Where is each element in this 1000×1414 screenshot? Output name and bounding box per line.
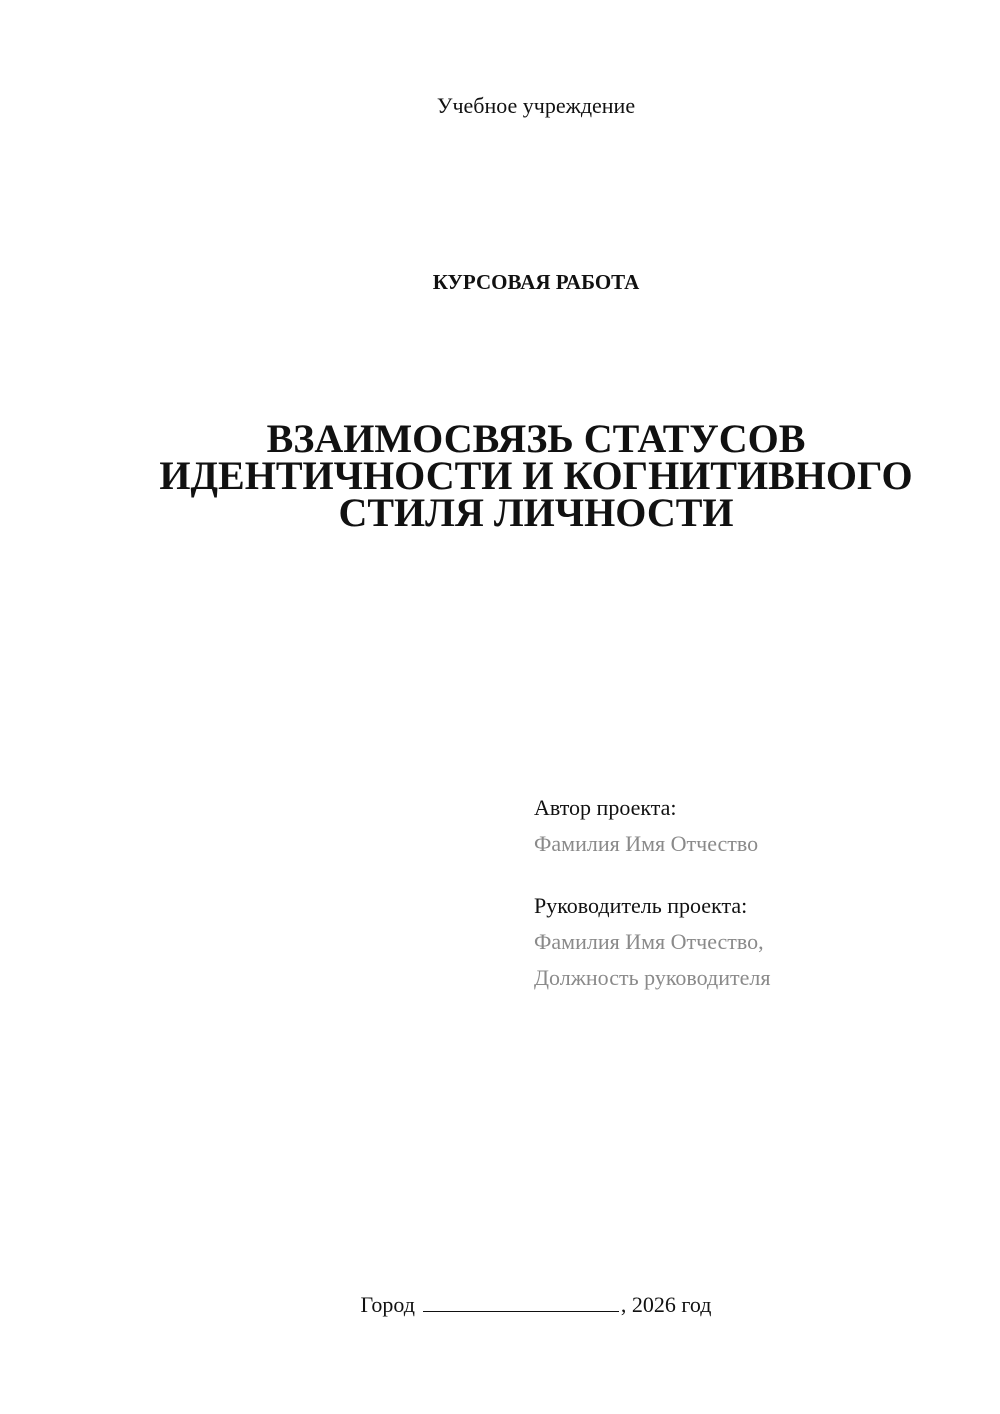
document-type: КУРСОВАЯ РАБОТА (432, 270, 640, 294)
city-label: Город (360, 1292, 415, 1317)
institution-name: Учебное учреждение (436, 93, 636, 118)
work-title-line: СТИЛЯ ЛИЧНОСТИ (338, 490, 734, 535)
footer-city-year (0, 1290, 1000, 1320)
work-title-line: ВЗАИМОСВЯЗЬ СТАТУСОВ (266, 416, 806, 461)
year-text: , 2026 год (620, 1292, 712, 1317)
author-name: Фамилия Имя Отчество (534, 831, 759, 856)
city-blank-line (423, 1291, 619, 1312)
supervisor-label: Руководитель проекта: (534, 893, 748, 918)
work-title-line: ИДЕНТИЧНОСТИ И КОГНИТИВНОГО (159, 453, 913, 498)
supervisor-position: Должность руководителя (534, 965, 771, 990)
author-label: Автор проекта: (534, 795, 677, 820)
supervisor-name: Фамилия Имя Отчество, (534, 929, 764, 954)
work-title (0, 416, 1000, 535)
credits-block (534, 790, 770, 996)
